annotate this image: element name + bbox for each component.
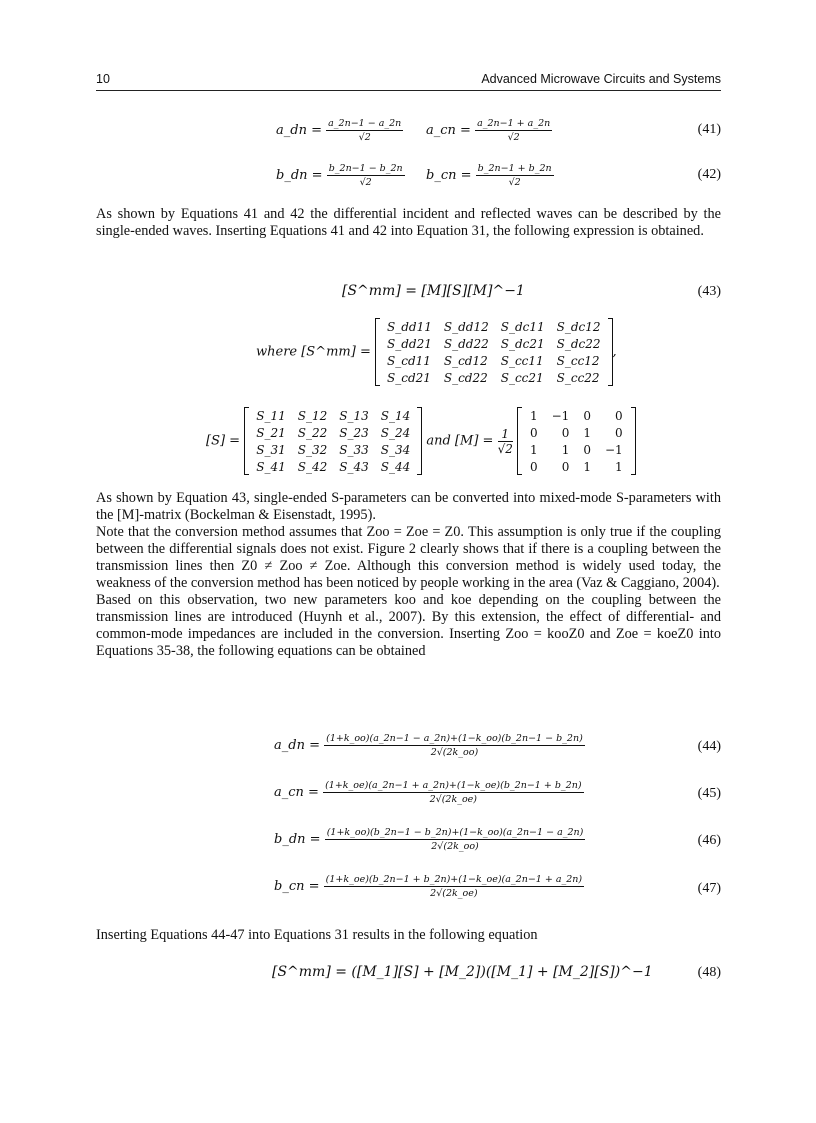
eq44-lhs: a_dn = bbox=[274, 738, 320, 753]
s-matrix-cell: S_22 bbox=[297, 425, 328, 440]
s-matrix-lhs: [S] = bbox=[206, 433, 241, 449]
eq42-left-num: b_2n−1 − b_2n bbox=[328, 163, 403, 174]
smm-matrix-row bbox=[381, 335, 607, 352]
eq46-num: (1+k_oo)(b_2n−1 − b_2n)+(1−k_oo)(a_2n−1 − a_2n) bbox=[326, 827, 584, 838]
eq41-left-num: a_2n−1 − a_2n bbox=[328, 118, 402, 129]
eq42-right-lhs: b_cn = bbox=[426, 168, 472, 183]
eq47-num: (1+k_oe)(b_2n−1 + b_2n)+(1−k_oe)(a_2n−1 + a_2n) bbox=[325, 874, 583, 885]
s-matrix-cell: S_13 bbox=[339, 408, 369, 423]
m-matrix-row bbox=[523, 407, 630, 424]
eq42-right-den: √2 bbox=[508, 177, 521, 188]
s-matrix-row bbox=[250, 458, 416, 475]
smm-matrix-cell: S_dd22 bbox=[443, 336, 489, 351]
m-matrix-cell: 0 bbox=[561, 459, 570, 474]
paragraph-1: As shown by Equations 41 and 42 the differential incident and reflected waves can be described by the single-ended waves. Inserting Equations 41 and 42 into Equation 31, the following expression is obtained. bbox=[96, 206, 721, 239]
smm-matrix-cell: S_dd12 bbox=[443, 319, 489, 334]
page-number: 10 bbox=[96, 72, 110, 86]
smm-matrix-cell: S_dc21 bbox=[500, 336, 545, 351]
m-scale-num: 1 bbox=[498, 427, 513, 442]
m-matrix-cell: 0 bbox=[561, 425, 570, 440]
m-matrix-row bbox=[523, 441, 630, 458]
equation-number-46: (46) bbox=[697, 833, 721, 848]
smm-matrix-row bbox=[381, 369, 607, 386]
equation-42-left bbox=[276, 163, 405, 188]
m-matrix-cell: 1 bbox=[561, 442, 570, 457]
m-matrix-cell: −1 bbox=[551, 408, 570, 423]
smm-matrix-cell: S_cd22 bbox=[443, 370, 488, 385]
where-smm-definition bbox=[256, 318, 617, 386]
m-matrix bbox=[517, 407, 636, 475]
eq42-left-den: √2 bbox=[359, 177, 372, 188]
equation-47 bbox=[274, 874, 584, 899]
s-matrix-cell: S_23 bbox=[339, 425, 369, 440]
where-trail: , bbox=[612, 344, 617, 360]
s-matrix-cell: S_43 bbox=[339, 459, 369, 474]
s-matrix bbox=[244, 407, 422, 475]
equation-number-41: (41) bbox=[697, 122, 721, 137]
paragraph-2-line-3: Based on this observation, two new parameters koo and koe depending on the coupling between the transmission lines are introduced (Huynh et al., 2007). By this extension, the effect of differential- and common-mode impedances are included in the conversion. Inserting Zoo = kooZ0 and Zoe = koeZ0 into Equations 35-38, the following equations can be obtained bbox=[96, 592, 721, 659]
s-matrix-cell: S_14 bbox=[380, 408, 411, 423]
m-matrix-cell: 1 bbox=[583, 425, 591, 440]
eq45-lhs: a_cn = bbox=[274, 785, 319, 800]
m-matrix-cell: 1 bbox=[529, 408, 538, 423]
smm-matrix-cell: S_cc21 bbox=[500, 370, 544, 385]
eq45-den: 2√(2k_oe) bbox=[429, 794, 478, 805]
equation-48: [S^mm] = ([M_1][S] + [M_2])([M_1] + [M_2][S])^−1 bbox=[272, 964, 653, 980]
m-scale-factor bbox=[498, 427, 513, 456]
s-matrix-cell: S_11 bbox=[256, 408, 286, 423]
smm-matrix-cell: S_dc12 bbox=[556, 319, 601, 334]
paragraph-2-line-1: As shown by Equation 43, single-ended S-parameters can be converted into mixed-mode S-parameters with the [M]-matrix (Bockelman & Eisenstadt, 1995). bbox=[96, 490, 721, 523]
eq44-num: (1+k_oo)(a_2n−1 − a_2n)+(1−k_oo)(b_2n−1 − b_2n) bbox=[326, 733, 583, 744]
m-matrix-cell: −1 bbox=[604, 442, 623, 457]
s-matrix-cell: S_24 bbox=[380, 425, 411, 440]
smm-matrix-cell: S_cc11 bbox=[500, 353, 544, 368]
s-matrix-cell: S_34 bbox=[380, 442, 411, 457]
equation-number-44: (44) bbox=[697, 739, 721, 754]
smm-matrix-cell: S_cd21 bbox=[387, 370, 431, 385]
smm-matrix-cell: S_cd12 bbox=[443, 353, 488, 368]
equation-number-45: (45) bbox=[697, 786, 721, 801]
eq41-right-den: √2 bbox=[507, 132, 520, 143]
equation-number-48: (48) bbox=[697, 965, 721, 980]
smm-matrix-row bbox=[381, 318, 607, 335]
equation-46 bbox=[274, 827, 585, 852]
equation-44 bbox=[274, 733, 585, 758]
s-and-m-matrices bbox=[206, 407, 636, 475]
s-matrix-row bbox=[250, 441, 416, 458]
eq46-lhs: b_dn = bbox=[274, 832, 321, 847]
page-header bbox=[96, 70, 721, 91]
paragraph-3: Inserting Equations 44-47 into Equations 31 results in the following equation bbox=[96, 927, 538, 943]
paragraph-2 bbox=[96, 490, 721, 660]
smm-matrix-cell: S_cc12 bbox=[556, 353, 600, 368]
equation-41-left bbox=[276, 118, 403, 143]
smm-matrix-cell: S_cc22 bbox=[556, 370, 600, 385]
equation-43: [S^mm] = [M][S][M]^−1 bbox=[342, 283, 525, 299]
equation-45 bbox=[274, 780, 584, 805]
smm-matrix-cell: S_dc22 bbox=[556, 336, 601, 351]
m-matrix-cell: 0 bbox=[583, 442, 591, 457]
smm-matrix-cell: S_cd11 bbox=[387, 353, 431, 368]
m-matrix-cell: 0 bbox=[529, 425, 538, 440]
equation-number-42: (42) bbox=[697, 167, 721, 182]
eq42-right-num: b_2n−1 + b_2n bbox=[477, 163, 552, 174]
s-matrix-cell: S_31 bbox=[256, 442, 286, 457]
running-title: Advanced Microwave Circuits and Systems bbox=[481, 72, 721, 86]
eq41-left-lhs: a_dn = bbox=[276, 123, 322, 138]
smm-matrix-row bbox=[381, 352, 607, 369]
m-matrix-cell: 0 bbox=[529, 459, 538, 474]
m-matrix-cell: 1 bbox=[583, 459, 591, 474]
smm-matrix-cell: S_dd21 bbox=[387, 336, 432, 351]
s-matrix-cell: S_12 bbox=[297, 408, 328, 423]
m-matrix-lhs: and [M] = bbox=[426, 433, 494, 449]
eq41-right-lhs: a_cn = bbox=[426, 123, 471, 138]
s-matrix-cell: S_44 bbox=[380, 459, 411, 474]
m-matrix-cell: 1 bbox=[529, 442, 538, 457]
s-matrix-row bbox=[250, 424, 416, 441]
eq47-den: 2√(2k_oe) bbox=[430, 888, 478, 899]
m-matrix-row bbox=[523, 424, 630, 441]
s-matrix-cell: S_42 bbox=[297, 459, 328, 474]
m-scale-den: √2 bbox=[497, 441, 513, 456]
smm-matrix-cell: S_dd11 bbox=[387, 319, 432, 334]
s-matrix-row bbox=[250, 407, 416, 424]
eq41-right-num: a_2n−1 + a_2n bbox=[477, 118, 551, 129]
m-matrix-cell: 0 bbox=[583, 408, 591, 423]
eq47-lhs: b_cn = bbox=[274, 879, 320, 894]
smm-matrix-cell: S_dc11 bbox=[500, 319, 545, 334]
where-lhs: where [S^mm] = bbox=[256, 344, 371, 360]
m-matrix-cell: 0 bbox=[615, 425, 623, 440]
equation-number-43: (43) bbox=[697, 284, 721, 299]
eq45-num: (1+k_oe)(a_2n−1 + a_2n)+(1−k_oe)(b_2n−1 + b_2n) bbox=[325, 780, 582, 791]
eq44-den: 2√(2k_oo) bbox=[430, 747, 479, 758]
s-matrix-cell: S_33 bbox=[339, 442, 369, 457]
equation-42-right bbox=[426, 163, 554, 188]
m-matrix-cell: 1 bbox=[615, 459, 623, 474]
s-matrix-cell: S_32 bbox=[297, 442, 328, 457]
smm-matrix bbox=[375, 318, 613, 386]
equation-number-47: (47) bbox=[697, 881, 721, 896]
s-matrix-cell: S_41 bbox=[256, 459, 286, 474]
m-matrix-cell: 0 bbox=[615, 408, 623, 423]
s-matrix-cell: S_21 bbox=[256, 425, 286, 440]
eq46-den: 2√(2k_oo) bbox=[431, 841, 479, 852]
eq42-left-lhs: b_dn = bbox=[276, 168, 323, 183]
paragraph-2-line-2: Note that the conversion method assumes that Zoo = Zoe = Z0. This assumption is only true if the coupling between the differential signals does not exist. Figure 2 clearly shows that if there is a coupling between the transmission lines then Z0 ≠ Zoo ≠ Zoe. Although this conversion method is widely used today, the weakness of the conversion method has been noticed by people working in the area (Vaz & Caggiano, 2004). bbox=[96, 524, 721, 591]
m-matrix-row bbox=[523, 458, 630, 475]
equation-41-right bbox=[426, 118, 552, 143]
eq41-left-den: √2 bbox=[358, 132, 371, 143]
